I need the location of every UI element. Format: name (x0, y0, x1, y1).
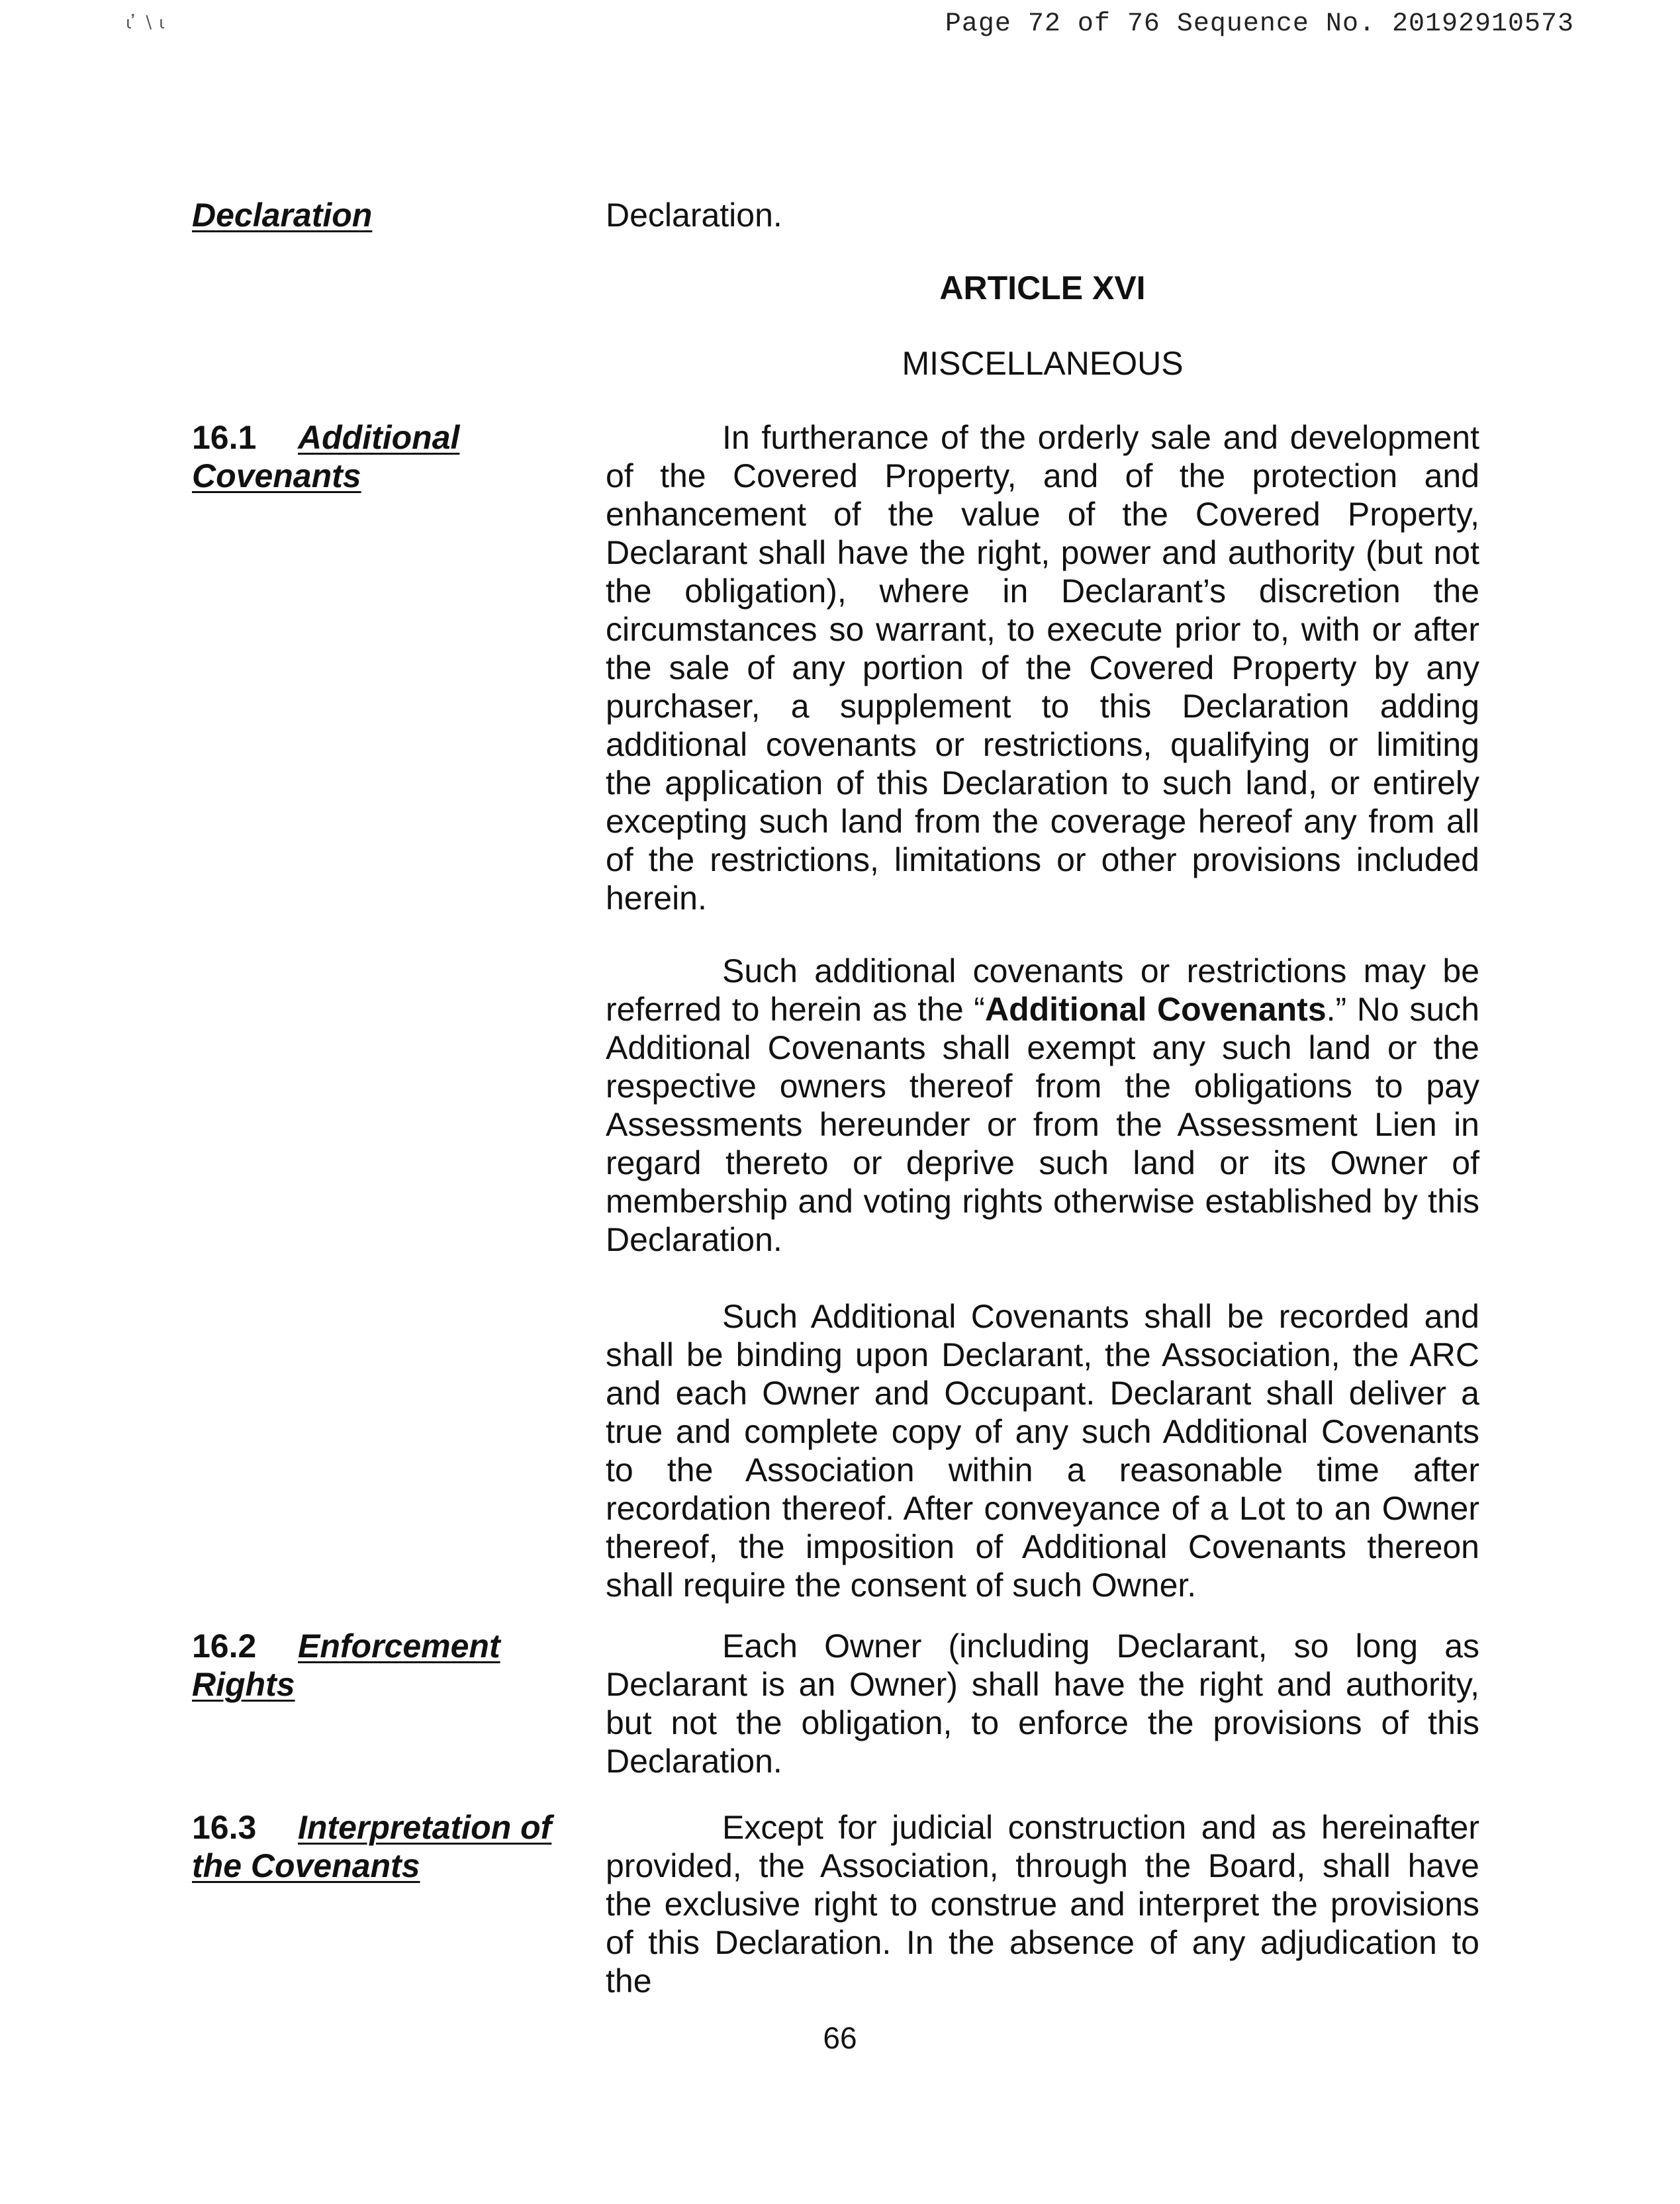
section-16-1-heading (192, 418, 563, 495)
section-number: 16.2 (192, 1628, 257, 1665)
scan-specks: ι ̓ ∖ ι (126, 13, 165, 33)
section-16-1-body-2 (606, 952, 1479, 1259)
article-title: MISCELLANEOUS (902, 345, 1184, 382)
section-title: Enforcement Rights (192, 1628, 500, 1703)
article-number: ARTICLE XVI (939, 269, 1146, 306)
section-16-2-heading (192, 1627, 563, 1704)
paragraph-text: .” No such Additional Covenants shall exempt any such land or the respective owners thereof from the obligations to pay Assessments hereunder or from the Assessment Lien in regard thereto or deprive such land or its Owner of membership and voting rights otherwise established by this Declaration. (606, 991, 1480, 1258)
section-16-1-body (606, 418, 1479, 917)
paragraph (606, 952, 1479, 1259)
paragraph: In furtherance of the orderly sale and development of the Covered Property, and of the protection and enhancement of the value of the Covered Property, Declarant shall have the right, power and authority (but not the obligation), where in Declarant’s discretion the circumstances so warrant, to execute prior to, with or after the sale of any portion of the Covered Property by any purchaser, a supplement to this Declaration adding additional covenants or restrictions, qualifying or limiting the application of this Declaration to such land, or entirely excepting such land from the coverage hereof any from all of the restrictions, limitations or other provisions included herein. (606, 419, 1479, 917)
page-sequence-header: Page 72 of 76 Sequence No. 20192910573 (945, 9, 1574, 39)
paragraph: Except for judicial construction and as hereinafter provided, the Association, through the Board, shall have the exclusive right to construe and interpret the provisions of this Declaration. In the absence of any adjudication to the (606, 1809, 1479, 1999)
page-number: 66 (823, 2021, 857, 2055)
section-title: Additional Covenants (192, 419, 460, 494)
paragraph-text: Such additional covenants or restrictions may be referred to herein as the “ (606, 952, 1479, 1028)
paragraph: Such Additional Covenants shall be recorded and shall be binding upon Declarant, the Association, the ARC and each Owner and Occupant. Declarant shall deliver a true and complete copy of any such Additional Covenants to the Association within a reasonable time after recordation thereof. After conveyance of a Lot to an Owner thereof, the imposition of Additional Covenants thereon shall require the consent of such Owner. (606, 1298, 1479, 1604)
section-number: 16.3 (192, 1809, 257, 1846)
section-16-3-body (606, 1808, 1479, 2000)
section-number: 16.1 (192, 419, 257, 456)
section-16-2-body (606, 1627, 1479, 1780)
defined-term: Additional Covenants (984, 991, 1327, 1028)
section-16-1-body-3 (606, 1297, 1479, 1604)
term-declaration (192, 196, 563, 234)
section-16-3-heading (192, 1808, 563, 1885)
term-declaration-label: Declaration (192, 197, 373, 234)
paragraph: Each Owner (including Declarant, so long as Declarant is an Owner) shall have the right and authority, but not the obligation, to enforce the provisions of this Declaration. (606, 1628, 1479, 1780)
section-title: Interpretation of the Covenants (192, 1809, 552, 1884)
carryover-text: Declaration. (606, 197, 782, 234)
